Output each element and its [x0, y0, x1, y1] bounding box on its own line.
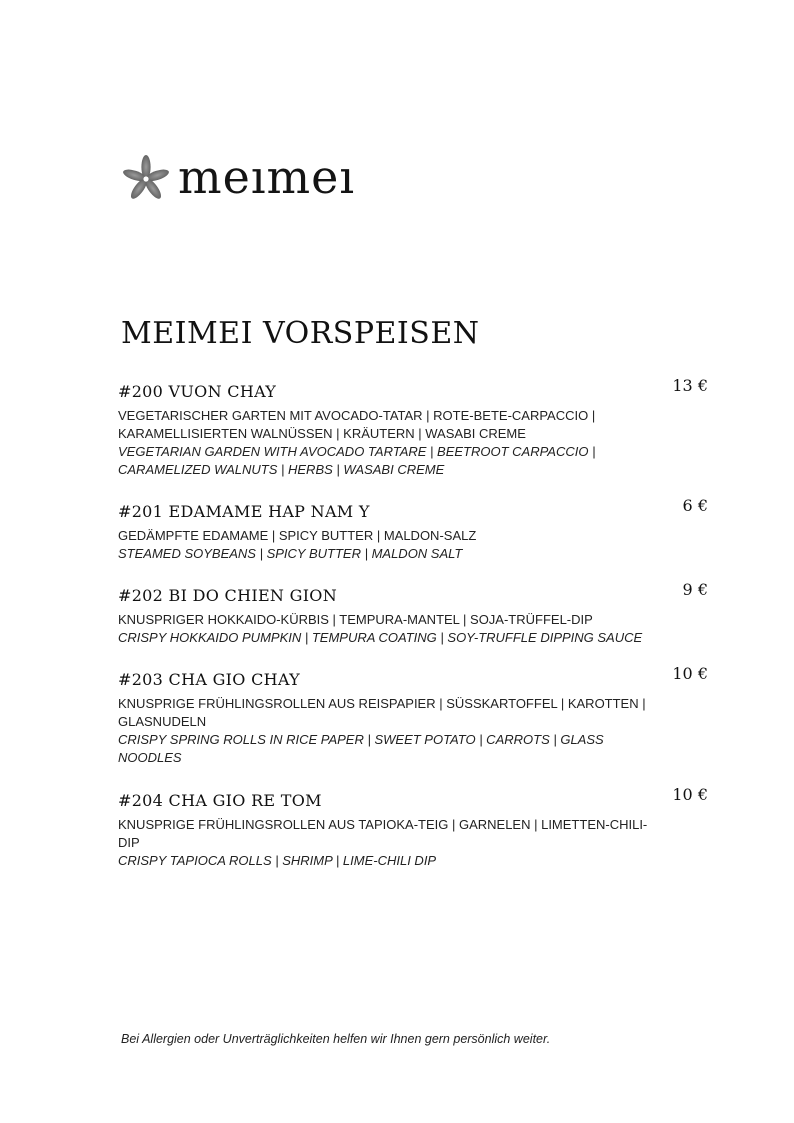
item-description-de: GEDÄMPFTE EDAMAME | SPICY BUTTER | MALDON-SALZ	[118, 528, 477, 543]
item-price: 10 €	[672, 664, 708, 683]
flower-icon	[120, 153, 172, 205]
brand-logo	[120, 152, 355, 206]
item-price: 6 €	[682, 496, 708, 515]
page-title: MEIMEI VORSPEISEN	[121, 316, 480, 351]
item-description-en: CRISPY SPRING ROLLS IN RICE PAPER | SWEET POTATO | CARROTS | GLASS NOODLES	[118, 732, 604, 765]
item-description-de: KNUSPRIGER HOKKAIDO-KÜRBIS | TEMPURA-MANTEL | SOJA-TRÜFFEL-DIP	[118, 612, 593, 627]
item-title: #202 BI DO CHIEN GION	[118, 586, 338, 605]
item-description-en: STEAMED SOYBEANS | SPICY BUTTER | MALDON SALT	[118, 546, 463, 561]
brand-name: meımeı	[178, 150, 356, 204]
item-title: #203 CHA GIO CHAY	[118, 670, 300, 689]
item-description-de: VEGETARISCHER GARTEN MIT AVOCADO-TATAR | ROTE-BETE-CARPACCIO | KARAMELLISIERTEN WALNÜSSEN | KRÄUTERN | WASABI CREME	[118, 408, 596, 441]
menu-item	[118, 496, 708, 563]
item-description-en: CRISPY HOKKAIDO PUMPKIN | TEMPURA COATING | SOY-TRUFFLE DIPPING SAUCE	[118, 630, 643, 645]
item-title: #204 CHA GIO RE TOM	[118, 791, 322, 810]
item-price: 9 €	[682, 580, 708, 599]
menu-item	[118, 785, 708, 870]
menu-item	[118, 664, 708, 767]
item-title: #200 VUON CHAY	[118, 382, 277, 401]
item-description-en: VEGETARIAN GARDEN WITH AVOCADO TARTARE | BEETROOT CARPACCIO | CARAMELIZED WALNUTS | HERBS | WASABI CREME	[118, 444, 596, 477]
allergy-note: Bei Allergien oder Unverträglichkeiten helfen wir Ihnen gern persönlich weiter.	[121, 1032, 551, 1046]
item-description-en: CRISPY TAPIOCA ROLLS | SHRIMP | LIME-CHILI DIP	[118, 853, 437, 868]
item-description-de: KNUSPRIGE FRÜHLINGSROLLEN AUS TAPIOKA-TEIG | GARNELEN | LIMETTEN-CHILI-DIP	[118, 817, 648, 850]
item-price: 10 €	[672, 785, 708, 804]
item-description-de: KNUSPRIGE FRÜHLINGSROLLEN AUS REISPAPIER | SÜSSKARTOFFEL | KAROTTEN | GLASNUDELN	[118, 696, 646, 729]
menu-item	[118, 376, 708, 479]
item-title: #201 EDAMAME HAP NAM Y	[118, 502, 370, 521]
item-price: 13 €	[672, 376, 708, 395]
menu-item	[118, 580, 708, 647]
